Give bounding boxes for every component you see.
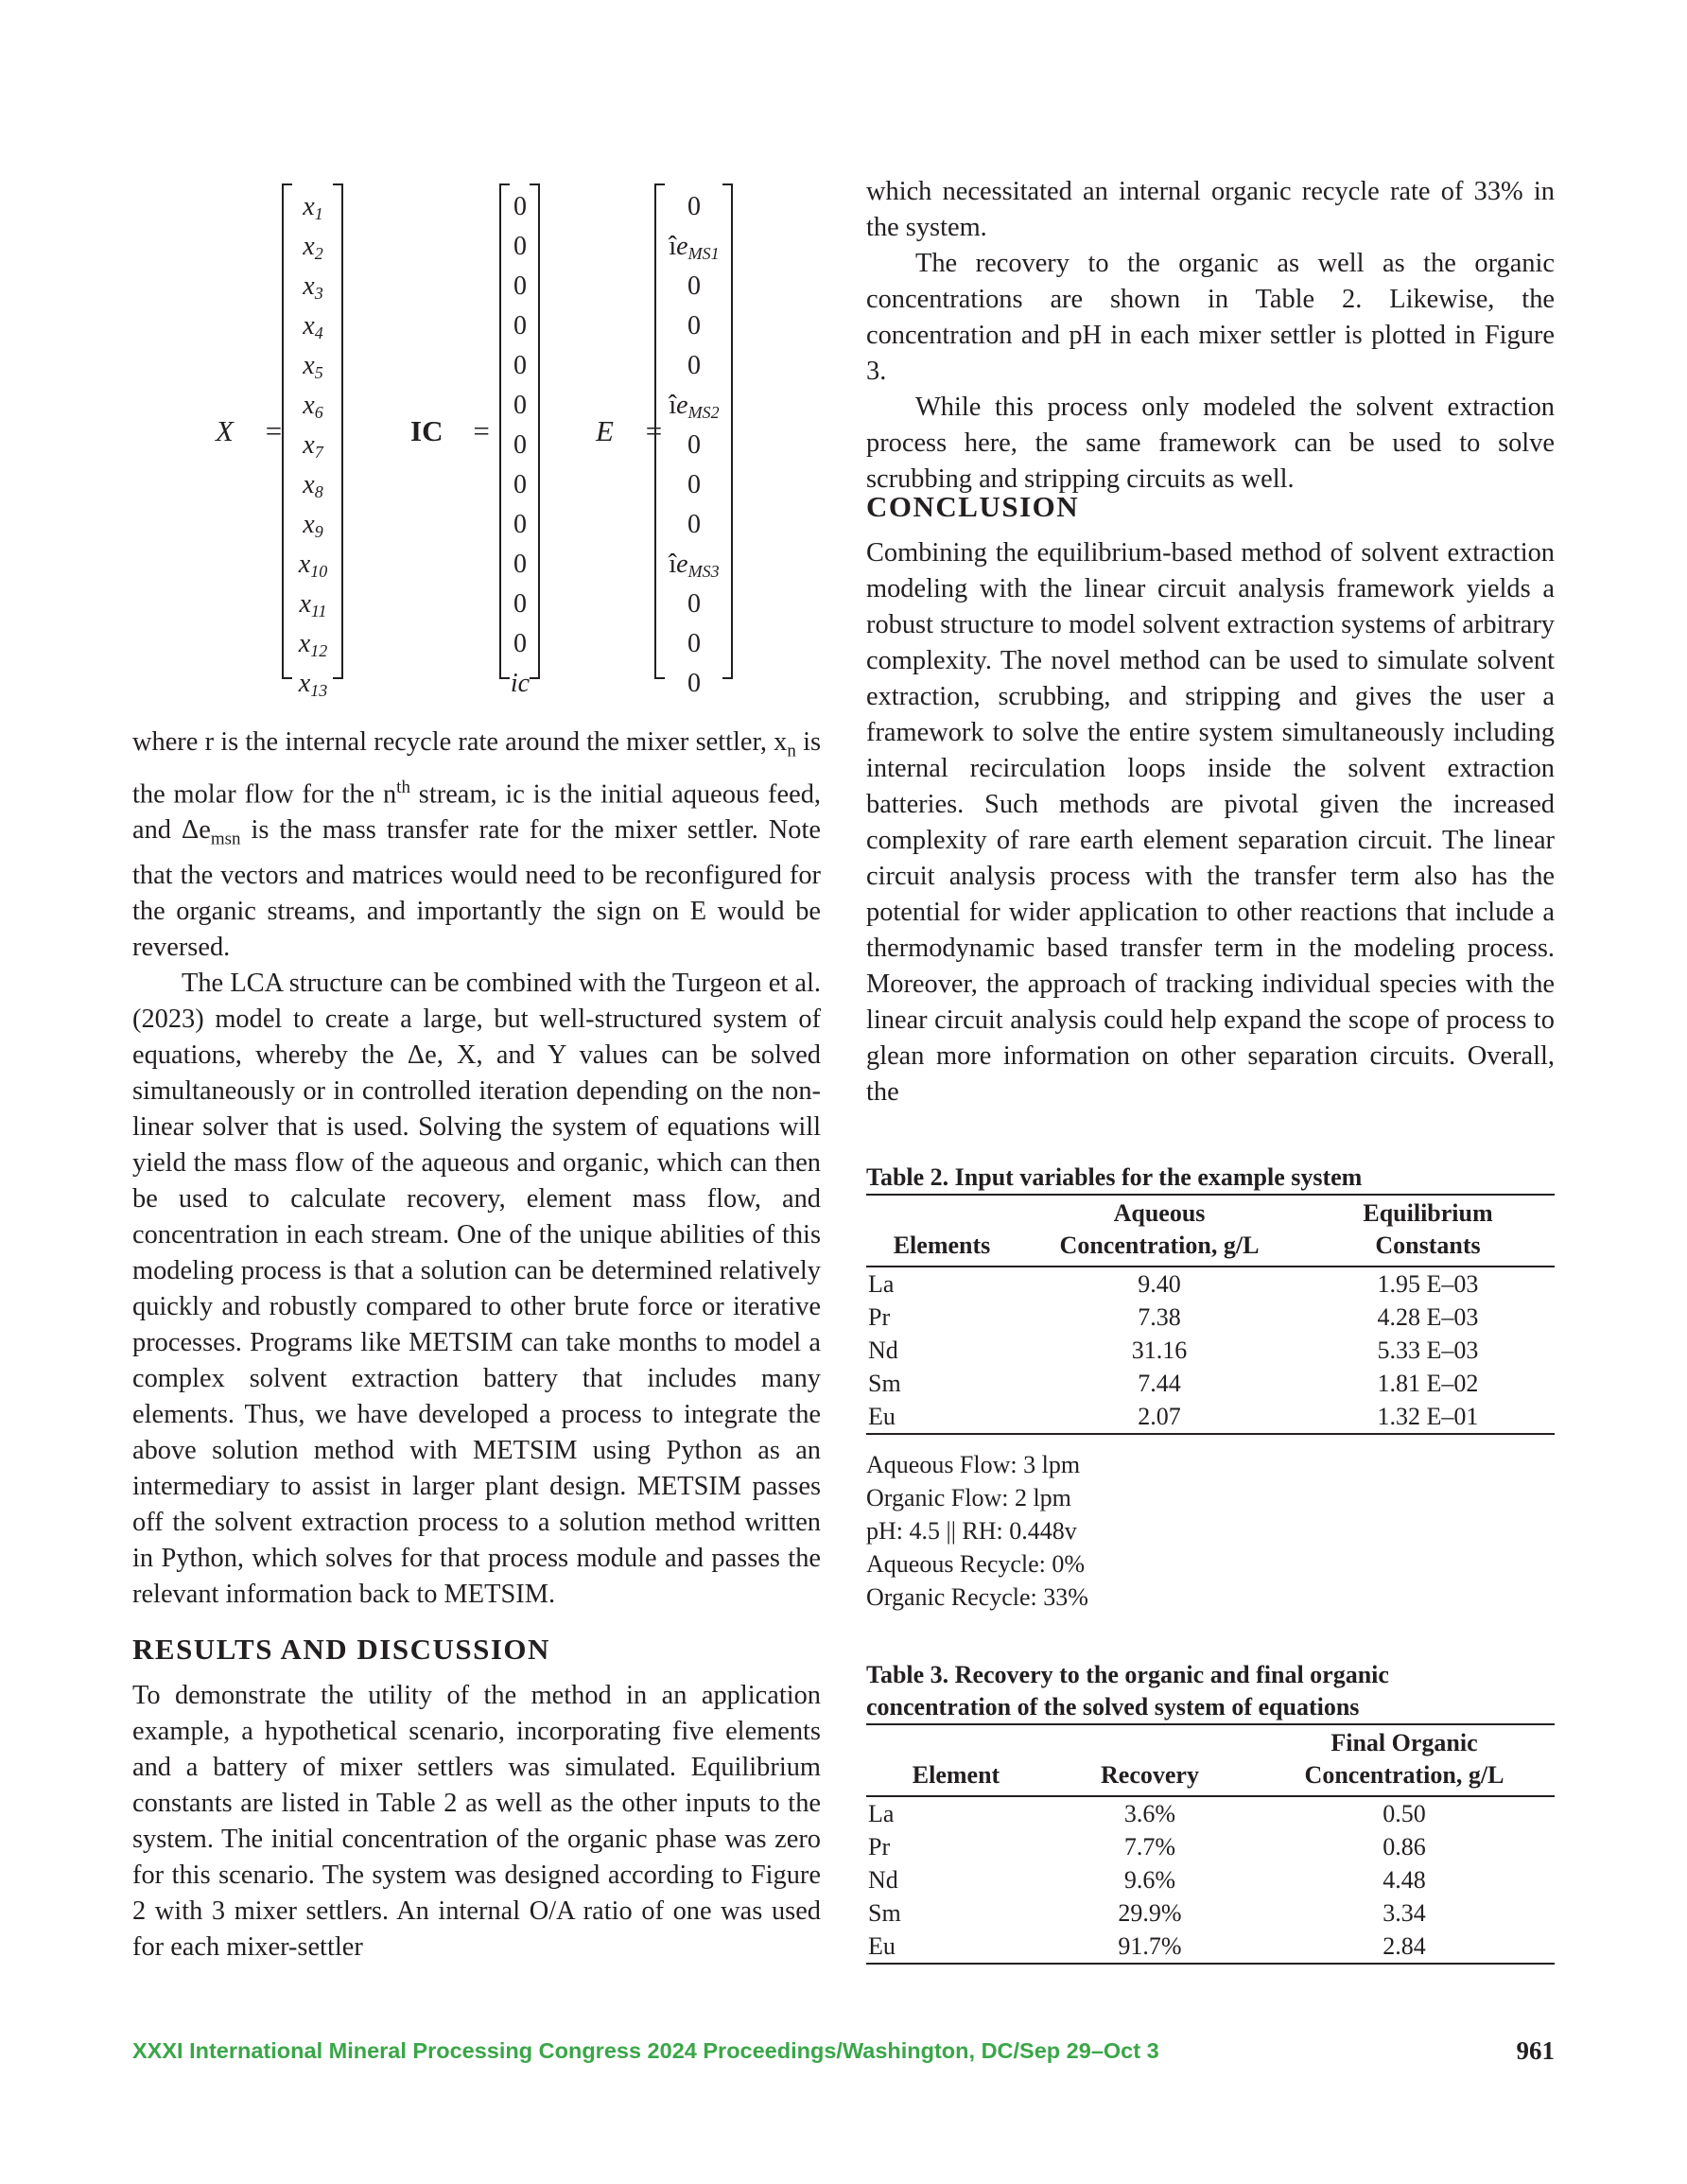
table3-cell: 9.6% bbox=[1123, 1866, 1176, 1894]
ic-vector-entry-value: 0 bbox=[513, 391, 527, 420]
x-vector-entry-value: x bbox=[303, 391, 315, 420]
table2-cell: 9.40 bbox=[1138, 1270, 1181, 1298]
e-vector-entry bbox=[662, 187, 726, 227]
table2-cell: Nd bbox=[868, 1337, 898, 1364]
x-vector-entry bbox=[289, 227, 337, 267]
table3-cell: 7.7% bbox=[1123, 1833, 1176, 1861]
para1-superscript-th: th bbox=[396, 777, 410, 797]
para1-subscript-n: n bbox=[787, 741, 796, 761]
table2-note: Organic Flow: 2 lpm bbox=[866, 1484, 1071, 1511]
table2-header-constants-line1: Equilibrium bbox=[1363, 1199, 1493, 1227]
x-vector-entry-subscript: 5 bbox=[314, 363, 323, 382]
e-vector-entry-subscript: MS2 bbox=[687, 403, 720, 422]
e-vector-entry-value: 0 bbox=[687, 192, 701, 221]
x-vector-entry-subscript: 4 bbox=[314, 323, 323, 342]
table3-caption-line2: concentration of the solved system of equations bbox=[866, 1693, 1360, 1721]
para1-subscript-msn: msn bbox=[210, 829, 241, 849]
ic-vector-entry-value: 0 bbox=[513, 232, 527, 261]
ic-vector-entry-value: 0 bbox=[513, 629, 527, 658]
ic-vector-entry-value: 0 bbox=[513, 510, 527, 539]
x-vector-entry-subscript: 13 bbox=[310, 681, 328, 700]
results-heading: RESULTS AND DISCUSSION bbox=[132, 1633, 550, 1666]
x-vector-entry-value: x bbox=[298, 629, 311, 658]
x-vector-entry-value: x bbox=[299, 589, 311, 619]
e-vector-entry bbox=[662, 664, 726, 704]
table3-header bbox=[866, 1724, 1555, 1796]
e-vector-entry-value: 0 bbox=[687, 311, 701, 341]
table3-row bbox=[866, 1896, 1555, 1930]
table3-cell: 91.7% bbox=[1118, 1932, 1182, 1960]
x-vector-entry-value: x bbox=[303, 271, 315, 301]
e-vector-entry-subscript: MS1 bbox=[687, 244, 720, 263]
para1-mid1: is the molar flow for the n bbox=[132, 727, 822, 810]
x-vector-entry-value: x bbox=[303, 311, 315, 341]
table3-cell: Nd bbox=[868, 1866, 898, 1894]
ic-vector-entry-value: 0 bbox=[513, 430, 527, 460]
x-vector-entry-subscript: 1 bbox=[314, 204, 323, 223]
x-vector-entry bbox=[289, 187, 337, 227]
ic-vector-entry-value: 0 bbox=[513, 192, 527, 221]
table2-header bbox=[866, 1195, 1555, 1267]
table3-header-element bbox=[866, 1724, 1046, 1796]
table2-header-constants-line2: Constants bbox=[1375, 1232, 1481, 1259]
x-vector-entry-subscript: 3 bbox=[314, 284, 323, 303]
e-vector-entry bbox=[662, 585, 726, 624]
table3-cell: Pr bbox=[868, 1833, 891, 1861]
table2-row bbox=[866, 1367, 1555, 1400]
left-body-text bbox=[132, 725, 821, 1613]
table2-row bbox=[866, 1400, 1555, 1434]
e-vector-entry-value: 0 bbox=[687, 510, 701, 539]
x-vector-right-bracket bbox=[333, 183, 343, 679]
vector-equations bbox=[132, 178, 821, 700]
ic-vector-entry-value: 0 bbox=[513, 470, 527, 499]
x-vector-entry-value: x bbox=[303, 192, 315, 221]
table3-cell: 3.34 bbox=[1383, 1899, 1426, 1927]
ic-vector-symbol: IC⃗ bbox=[410, 414, 466, 447]
table2-header-concentration-line1: Aqueous bbox=[1113, 1199, 1206, 1227]
paragraph-recovery: The recovery to the organic as well as the organic concentrations are shown in Table 2. Likewise, the concentration and pH in each mixer settler is plotted in Figure 3. bbox=[866, 249, 1555, 386]
ic-vector-entry-value: 0 bbox=[513, 550, 527, 579]
ic-vector-label bbox=[410, 412, 490, 450]
table3-row bbox=[866, 1930, 1555, 1964]
x-vector-entry-subscript: 11 bbox=[310, 602, 327, 620]
x-vector-entry bbox=[289, 545, 337, 585]
x-vector-label: X⃗ = bbox=[216, 414, 284, 447]
table2-cell: Eu bbox=[868, 1403, 896, 1430]
ic-vector-entry-value: 0 bbox=[513, 351, 527, 380]
footer-conference-text: XXXI International Mineral Processing Congress 2024 Proceedings/Washington, DC/Sep 29–Oct 3 bbox=[132, 2038, 1159, 2063]
table3-cell: Sm bbox=[868, 1899, 901, 1927]
table3-header-concentration-line1: Final Organic bbox=[1330, 1729, 1478, 1756]
table2-header-row bbox=[866, 1195, 1555, 1267]
table2-caption: Table 2. Input variables for the example system bbox=[866, 1163, 1363, 1191]
e-vector-entry bbox=[662, 545, 726, 585]
e-vector-entries bbox=[662, 187, 726, 704]
e-vector-entry bbox=[662, 227, 726, 267]
paragraph-recycle-cont: which necessitated an internal organic recycle rate of 33% in the system. bbox=[866, 177, 1555, 242]
e-vector-label: E⃗ = bbox=[596, 414, 664, 447]
e-vector-entry-subscript: MS3 bbox=[687, 562, 720, 581]
table3-row bbox=[866, 1863, 1555, 1896]
table2-notes bbox=[866, 1448, 1555, 1614]
e-vector-entry-value: 0 bbox=[687, 271, 701, 301]
table2-row bbox=[866, 1334, 1555, 1367]
x-vector-entry-subscript: 7 bbox=[314, 443, 323, 462]
table3-cell: 29.9% bbox=[1118, 1899, 1182, 1927]
e-vector-entry-value: 0 bbox=[687, 351, 701, 380]
x-vector-entry-value: x bbox=[303, 470, 315, 499]
table2-header-elements bbox=[866, 1195, 1017, 1267]
conclusion-heading: CONCLUSION bbox=[866, 490, 1080, 523]
e-vector-entry bbox=[662, 386, 726, 426]
x-vector-entry-value: x bbox=[303, 351, 315, 380]
x-vector-entry-value: x bbox=[298, 669, 311, 698]
x-vector-entry bbox=[289, 346, 337, 386]
e-vector-entry bbox=[662, 465, 726, 505]
table3-header-recovery-line2: Recovery bbox=[1101, 1761, 1199, 1789]
x-vector-entry-value: x bbox=[303, 430, 315, 460]
x-vector-entry bbox=[289, 624, 337, 664]
paragraph-lca-structure: The LCA structure can be combined with the Turgeon et al. (2023) model to create a large, but well-structured system of equations, whereby the Δe, X, and Y values can be solved simultaneously or in controlled iteration depending on the non-linear solver that is used. Solving the system of equations will yield the mass flow of the aqueous and organic, which can then be used to calculate recovery, element mass flow, and concentration in each stream. One of the unique abilities of this modeling process is that a solution can be determined relatively quickly and robustly compared to other brute force or iterative processes. Programs like METSIM can take months to model a complex solvent extraction battery that includes many elements. Thus, we have developed a process to integrate the above solution method with METSIM using Python as an intermediary to assist in larger plant design. METSIM passes off the solvent extraction process to a solution method written in Python, which solves for that process module and passes the relevant information back to METSIM. bbox=[132, 968, 821, 1609]
right-body-text bbox=[866, 174, 1555, 498]
table2-cell: 5.33 E–03 bbox=[1377, 1337, 1479, 1364]
paragraph-results: To demonstrate the utility of the method in an application example, a hypothetical scenario, incorporating five elements and a battery of mixer settlers was simulated. Equilibrium constants are listed in Table 2 as well as the other inputs to the system. The initial concentration of the organic phase was zero for this scenario. The system was designed according to Figure 2 with 3 mixer settlers. An internal O/A ratio of one was used for each mixer-settler bbox=[132, 1681, 821, 1962]
table3-body bbox=[866, 1796, 1555, 1964]
x-vector-entries bbox=[289, 187, 337, 704]
para1-prefix: where r is the internal recycle rate around the mixer settler, x bbox=[132, 727, 788, 757]
ic-vector-entry-value: 0 bbox=[513, 271, 527, 301]
ic-vector-entry-value: 0 bbox=[513, 589, 527, 619]
e-vector-entry bbox=[662, 346, 726, 386]
x-vector-entry-subscript: 10 bbox=[310, 562, 328, 581]
table2-cell: 1.32 E–01 bbox=[1377, 1403, 1479, 1430]
paragraph-vector-definitions bbox=[132, 725, 821, 966]
table2-cell: Pr bbox=[868, 1303, 891, 1331]
table3-header-row bbox=[866, 1724, 1555, 1796]
table3-cell: 4.48 bbox=[1383, 1866, 1426, 1894]
x-vector-entry-subscript: 9 bbox=[314, 522, 323, 541]
table2-cell: 7.44 bbox=[1138, 1370, 1181, 1397]
table2-cell: Sm bbox=[868, 1370, 901, 1397]
x-vector-entry bbox=[289, 465, 337, 505]
table3-header-concentration bbox=[1254, 1724, 1555, 1796]
e-vector-entry bbox=[662, 267, 726, 306]
table3-cell: 3.6% bbox=[1123, 1800, 1176, 1827]
x-vector-entry bbox=[289, 585, 337, 624]
ic-vector-right-bracket bbox=[530, 183, 540, 679]
table2-cell: La bbox=[868, 1270, 895, 1298]
e-vector-entry bbox=[662, 505, 726, 545]
table2-header-elements-line2: Elements bbox=[893, 1232, 991, 1259]
ic-vector-entry-value: ic bbox=[510, 669, 530, 698]
e-vector-entry-value: 0 bbox=[687, 669, 701, 698]
table2-cell: 2.07 bbox=[1138, 1403, 1181, 1430]
table2-body bbox=[866, 1267, 1555, 1434]
table3-header-concentration-line2: Concentration, g/L bbox=[1304, 1761, 1504, 1789]
table2-header-concentration bbox=[1017, 1195, 1301, 1267]
table3-cell: La bbox=[868, 1800, 895, 1827]
x-vector-entry-subscript: 6 bbox=[314, 403, 323, 422]
table3-cell: 2.84 bbox=[1383, 1932, 1426, 1960]
x-vector-entry-subscript: 2 bbox=[314, 244, 323, 263]
table2-cell: 4.28 E–03 bbox=[1377, 1303, 1479, 1331]
para1-suffix: is the mass transfer rate for the mixer settler. Note that the vectors and matrices would need to be reconfigured for the organic streams, and importantly the sign on E would be reversed. bbox=[132, 815, 821, 962]
page-number: 961 bbox=[1516, 2036, 1555, 2065]
x-vector-entry-value: x bbox=[303, 232, 315, 261]
table2-cell: 1.81 E–02 bbox=[1377, 1370, 1479, 1397]
table2-note: Organic Recycle: 33% bbox=[866, 1583, 1088, 1611]
e-vector-entry bbox=[662, 624, 726, 664]
table3-row bbox=[866, 1830, 1555, 1863]
x-vector-entry-value: x bbox=[303, 510, 315, 539]
x-vector-entry-subscript: 12 bbox=[310, 641, 328, 660]
table2-note: Aqueous Flow: 3 lpm bbox=[866, 1451, 1081, 1478]
table2-header-constants bbox=[1301, 1195, 1555, 1267]
x-vector-entry bbox=[289, 267, 337, 306]
table2-cell: 31.16 bbox=[1131, 1337, 1188, 1364]
table2-cell: 1.95 E–03 bbox=[1377, 1270, 1479, 1298]
table2-row bbox=[866, 1301, 1555, 1334]
e-vector-entry-value: 0 bbox=[687, 430, 701, 460]
table2-note: pH: 4.5 || RH: 0.448v bbox=[866, 1517, 1077, 1545]
table3-header-recovery bbox=[1046, 1724, 1254, 1796]
x-vector-entry bbox=[289, 426, 337, 465]
table2-note: Aqueous Recycle: 0% bbox=[866, 1550, 1086, 1578]
para1-mid2: stream, ic is the initial aqueous feed, and Δe bbox=[132, 779, 821, 846]
table3 bbox=[866, 1723, 1555, 1965]
table3-cell: Eu bbox=[868, 1932, 896, 1960]
e-vector-entry-value: 0 bbox=[687, 629, 701, 658]
table3-cell: 0.50 bbox=[1383, 1800, 1426, 1827]
ic-vector-entry-value: 0 bbox=[513, 311, 527, 341]
x-vector-entry-subscript: 8 bbox=[314, 482, 323, 501]
table2 bbox=[866, 1194, 1555, 1435]
ic-vector-equals: = bbox=[473, 414, 490, 447]
e-vector-entry-value: îe bbox=[669, 391, 688, 420]
e-vector-entry-value: îe bbox=[669, 232, 688, 261]
paragraph-framework: While this process only modeled the solvent extraction process here, the same framework can be used to solve scrubbing and stripping circuits as well. bbox=[866, 393, 1555, 494]
e-vector-entry-value: 0 bbox=[687, 589, 701, 619]
table3-block bbox=[866, 1659, 1555, 1965]
e-vector-right-bracket bbox=[722, 183, 733, 679]
page-footer bbox=[132, 2032, 1555, 2070]
table2-block bbox=[866, 1162, 1555, 1614]
x-vector-entry-value: x bbox=[298, 550, 311, 579]
table2-header-concentration-line2: Concentration, g/L bbox=[1059, 1232, 1260, 1259]
x-vector-entry bbox=[289, 386, 337, 426]
table3-row bbox=[866, 1796, 1555, 1830]
x-vector-entry bbox=[289, 664, 337, 704]
x-vector-entry bbox=[289, 505, 337, 545]
e-vector-entry-value: 0 bbox=[687, 470, 701, 499]
table3-header-element-line2: Element bbox=[912, 1761, 1000, 1789]
x-vector-entry bbox=[289, 306, 337, 346]
table3-cell: 0.86 bbox=[1383, 1833, 1426, 1861]
table2-cell: 7.38 bbox=[1138, 1303, 1181, 1331]
e-vector-entry bbox=[662, 426, 726, 465]
e-vector-entry bbox=[662, 306, 726, 346]
paragraph-conclusion: Combining the equilibrium-based method of solvent extraction modeling with the linear circuit analysis framework yields a robust structure to model solvent extraction systems of arbitrary complexity. The novel method can be used to simulate solvent extraction, scrubbing, and stripping and gives the user a framework to solve the entire system simultaneously including internal recirculation loops inside the solvent extraction batteries. Such methods are pivotal given the increased complexity of rare earth element separation circuit. The linear circuit analysis process with the transfer term also has the potential for wider application to other reactions that include a thermodynamic based transfer term in the modeling process. Moreover, the approach of tracking individual species with the linear circuit analysis could help expand the scope of process to glean more information on other separation circuits. Overall, the bbox=[866, 538, 1555, 1107]
table3-caption-line1: Table 3. Recovery to the organic and final organic bbox=[866, 1661, 1389, 1688]
table2-row bbox=[866, 1267, 1555, 1301]
e-vector-entry-value: îe bbox=[669, 550, 688, 579]
